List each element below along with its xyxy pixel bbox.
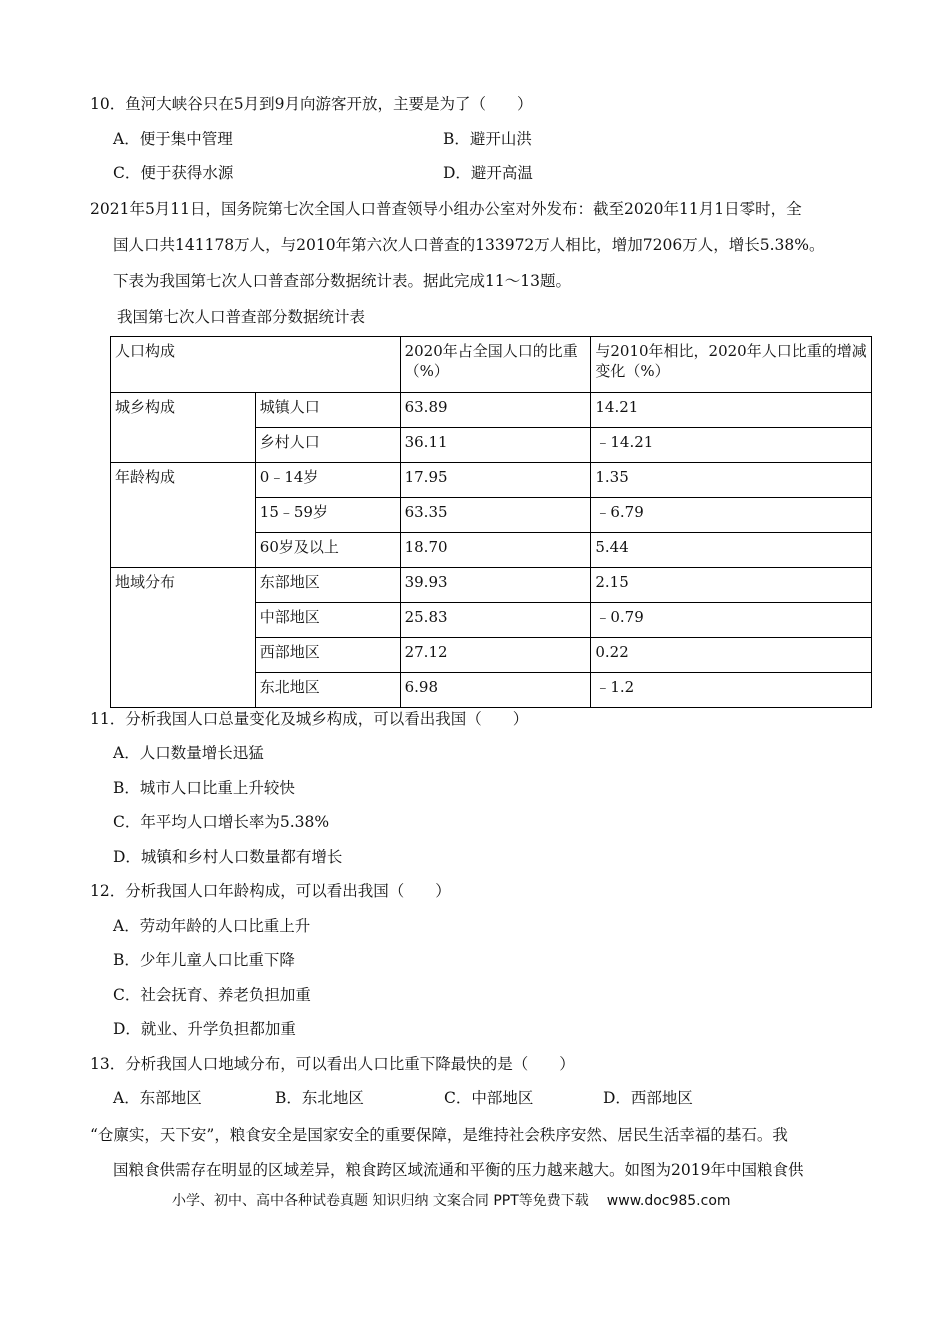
row-change: ﹣6.79 <box>591 498 872 533</box>
q11-option-c: C．年平均人口增长率为5.38% <box>113 813 330 831</box>
row-share: 36.11 <box>400 428 591 463</box>
row-label: 东部地区 <box>255 568 400 603</box>
row-change: ﹣14.21 <box>591 428 872 463</box>
header-change: 与2010年相比，2020年人口比重的增减变化（%） <box>591 337 872 393</box>
q13-option-d: D．西部地区 <box>603 1089 693 1107</box>
row-share: 39.93 <box>400 568 591 603</box>
q10-option-c: C．便于获得水源 <box>113 164 234 182</box>
census-table <box>110 336 872 708</box>
row-label: 15﹣59岁 <box>255 498 400 533</box>
header-composition: 人口构成 <box>111 337 401 393</box>
row-label: 东北地区 <box>255 673 400 708</box>
row-share: 63.89 <box>400 393 591 428</box>
row-change: 14.21 <box>591 393 872 428</box>
row-label: 乡村人口 <box>255 428 400 463</box>
header-share-2020: 2020年占全国人口的比重（%） <box>400 337 591 393</box>
row-label: 0﹣14岁 <box>255 463 400 498</box>
footer-site-link[interactable]: www.doc985.com <box>606 1193 731 1209</box>
q11-stem: 11．分析我国人口总量变化及城乡构成，可以看出我国（ ） <box>90 710 529 728</box>
table-caption: 我国第七次人口普查部分数据统计表 <box>117 308 366 326</box>
group-urban-rural: 城乡构成 <box>111 393 256 463</box>
row-change: 1.35 <box>591 463 872 498</box>
q10-option-d: D．避开高温 <box>443 164 533 182</box>
row-label: 中部地区 <box>255 603 400 638</box>
q12-option-a: A．劳动年龄的人口比重上升 <box>113 917 311 935</box>
row-share: 25.83 <box>400 603 591 638</box>
row-change: 5.44 <box>591 533 872 568</box>
q13-option-a: A．东部地区 <box>113 1089 202 1107</box>
row-change: ﹣1.2 <box>591 673 872 708</box>
table-row <box>111 568 872 603</box>
q12-stem: 12．分析我国人口年龄构成，可以看出我国（ ） <box>90 882 451 900</box>
q13-option-b: B．东北地区 <box>275 1089 364 1107</box>
row-share: 18.70 <box>400 533 591 568</box>
q12-option-b: B．少年儿童人口比重下降 <box>113 951 295 969</box>
row-label: 60岁及以上 <box>255 533 400 568</box>
row-change: 0.22 <box>591 638 872 673</box>
table-row <box>111 463 872 498</box>
passage2-line-1: “仓廪实，天下安”，粮食安全是国家安全的重要保障，是维持社会秩序安然、居民生活幸福的基石。我 <box>90 1126 788 1144</box>
q11-option-d: D．城镇和乡村人口数量都有增长 <box>113 848 343 866</box>
q10-option-a: A．便于集中管理 <box>113 130 233 148</box>
intro-line-2: 国人口共141178万人，与2010年第六次人口普查的133972万人相比，增加7206万人，增长5.38%。 <box>113 236 825 254</box>
row-change: ﹣0.79 <box>591 603 872 638</box>
page-footer <box>172 1190 731 1210</box>
row-share: 27.12 <box>400 638 591 673</box>
row-share: 63.35 <box>400 498 591 533</box>
q11-option-a: A．人口数量增长迅猛 <box>113 744 264 762</box>
q10-option-b: B．避开山洪 <box>443 130 532 148</box>
passage2-line-2: 国粮食供需存在明显的区域差异，粮食跨区域流通和平衡的压力越来越大。如图为2019年中国粮食供 <box>113 1161 804 1179</box>
group-age: 年龄构成 <box>111 463 256 568</box>
footer-text: 小学、初中、高中各种试卷真题 知识归纳 文案合同 PPT等免费下载 <box>172 1193 589 1209</box>
q12-option-d: D．就业、升学负担都加重 <box>113 1020 296 1038</box>
intro-line-1: 2021年5月11日，国务院第七次全国人口普查领导小组办公室对外发布：截至2020年11月1日零时，全 <box>90 200 802 218</box>
q12-option-c: C．社会抚育、养老负担加重 <box>113 986 311 1004</box>
q10-stem: 10．鱼河大峡谷只在5月到9月向游客开放，主要是为了（ ） <box>90 95 533 113</box>
table-row <box>111 393 872 428</box>
q11-option-b: B．城市人口比重上升较快 <box>113 779 295 797</box>
row-label: 城镇人口 <box>255 393 400 428</box>
q13-option-c: C．中部地区 <box>444 1089 534 1107</box>
row-change: 2.15 <box>591 568 872 603</box>
row-share: 17.95 <box>400 463 591 498</box>
row-label: 西部地区 <box>255 638 400 673</box>
table-header-row <box>111 337 872 393</box>
intro-line-3: 下表为我国第七次人口普查部分数据统计表。据此完成11～13题。 <box>113 272 571 290</box>
group-region: 地域分布 <box>111 568 256 708</box>
q13-stem: 13．分析我国人口地域分布，可以看出人口比重下降最快的是（ ） <box>90 1055 575 1073</box>
row-share: 6.98 <box>400 673 591 708</box>
